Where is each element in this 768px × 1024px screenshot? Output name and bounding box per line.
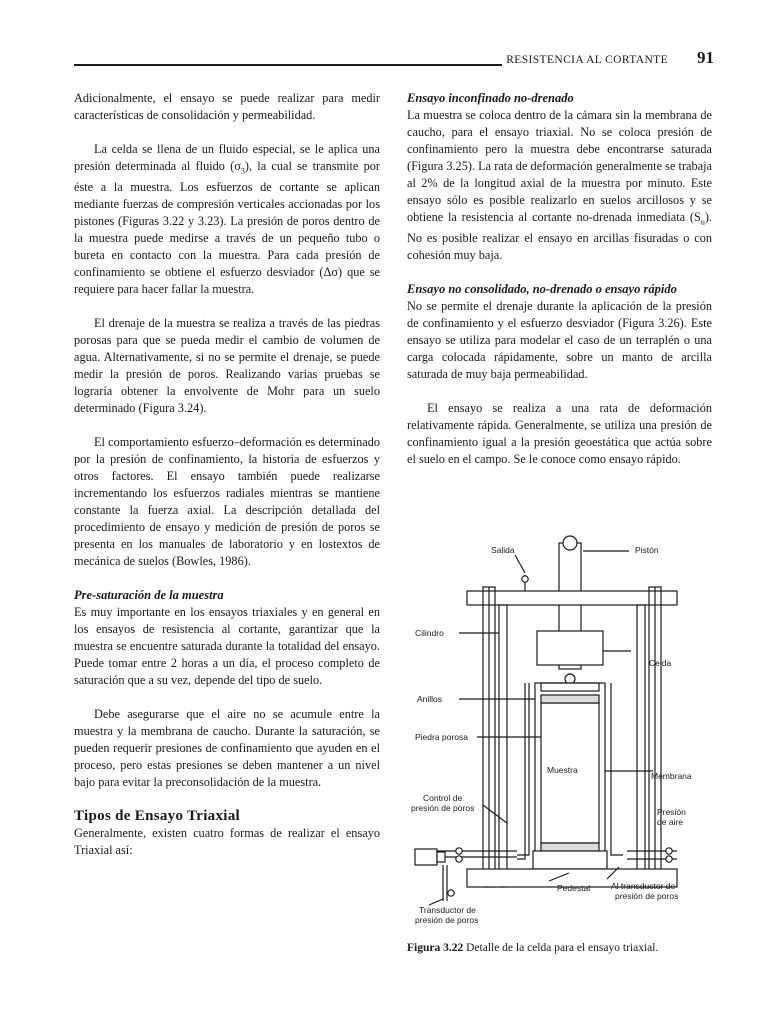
label-muestra: Muestra	[547, 765, 578, 775]
subheading: Ensayo no consolidado, no-drenado o ensayo rápido	[407, 282, 677, 297]
top-cap	[541, 683, 599, 691]
label-transductor-b1: Transductor de	[419, 905, 476, 915]
figure-caption: Figura 3.22 Detalle de la celda para el ensayo triaxial.	[407, 942, 659, 954]
load-cell-block	[537, 631, 603, 665]
top-plate	[467, 591, 677, 605]
label-piston: Pistón	[635, 545, 659, 555]
label-piedra-porosa: Piedra porosa	[415, 732, 468, 742]
label-celda: Celda	[649, 658, 672, 668]
section-heading: Tipos de Ensayo Triaxial	[74, 808, 240, 825]
header-rule	[74, 64, 502, 66]
paragraph: El ensayo se realiza a una rata de deformación relativamente rápida. Generalmente, se utiliza una presión de confinamiento igual a la presión geoestática que actúa sobre el suelo en el campo. Se le conoce como ensayo rápido.	[407, 401, 712, 467]
label-pedestal: Pedestal	[557, 883, 591, 893]
running-header	[74, 48, 714, 72]
triaxial-cell-diagram	[407, 533, 717, 933]
left-column	[74, 90, 380, 859]
paragraph: Adicionalmente, el ensayo se puede realizar para medir características de consolidación y permeabilidad.	[74, 91, 380, 122]
label-control-1: Control de	[423, 793, 463, 803]
cylinder-wall-left	[499, 605, 507, 887]
paragraph: Es muy importante en los ensayos triaxiales y en general en los ensayos de resistencia al cortante, garantizar que la muestra se encuentre saturada durante la totalidad del ensayo. Puede tomar entre 2 horas a un día, el proceso completo de saturación que a su vez, depende del tipo de suelo.	[74, 605, 380, 688]
page-number: 91	[697, 48, 714, 67]
label-control-2: presión de poros	[411, 803, 475, 813]
label-presion-aire-1: Presión	[657, 807, 686, 817]
porous-stone-bottom	[541, 843, 599, 851]
label-transductor-r2: presión de poros	[615, 891, 679, 901]
paragraph: Generalmente, existen cuatro formas de realizar el ensayo Triaxial así:	[74, 826, 380, 858]
porous-stone-top	[541, 695, 599, 703]
label-transductor-b2: presión de poros	[415, 915, 479, 925]
triaxial-cell-figure	[407, 533, 717, 938]
label-transductor-r1: Al transductor de	[611, 881, 676, 891]
subheading: Ensayo inconfinado no-drenado	[407, 91, 574, 105]
paragraph: No se permite el drenaje durante la aplicación de la presión de confinamiento y el esfuerzo desviador (Figura 3.26). Este ensayo se utiliza para modelar el caso de un terraplén o una carga colocada rápidamente, sobre un manto de arcilla saturada de muy baja permeabilidad.	[407, 299, 712, 382]
subheading: Pre-saturación de la muestra	[74, 588, 224, 603]
paragraph: La muestra se coloca dentro de la cámara sin la membrana de caucho, para el ensayo triaxial. No se coloca presión de confinamiento pero la muestra debe encontrarse saturada (Figura 3.25). La rata de deformación generalmente se trabaja al 2% de la longitud axial de la muestra por minuto. Este ensayo sólo es posible realizarlo en suelos arcillosos y se obtiene la resistencia al cortante no-drenada inmediata $(S_u)$. No es posible realizar el ensayo en arcillas fisuradas o con cohesión muy baja.	[407, 108, 712, 263]
right-column	[407, 90, 712, 485]
label-anillos: Anillos	[417, 694, 443, 704]
label-salida: Salida	[491, 545, 515, 555]
paragraph: El comportamiento esfuerzo–deformación es determinado por la presión de confinamiento, la historia de esfuerzos y otros factores. El ensayo también puede realizarse incrementando los esfuerzos radiales mientras se mantiene constante la fuerza axial. La descripción detallada del procedimiento de ensayo y medición de presión de poros se presenta en los manuales de laboratorio y en lostextos de mecánica de suelos (Bowles, 1986).	[74, 435, 380, 569]
paragraph: El drenaje de la muestra se realiza a través de las piedras porosas para que se pueda medir el cambio de volumen de agua. Alternativamente, si no se permite el drenaje, se puede medir la presión de poros. Realizando varias pruebas se lograría obtener la envolvente de Mohr para un suelo determinado (Figura 3.24).	[74, 316, 380, 416]
pressure-transducer	[415, 849, 437, 865]
paragraph: La celda se llena de un fluido especial, se le aplica una presión determinada al fluido $(\sigma_3)$, la cual se transmite por éste a la muestra. Los esfuerzos de cortante se aplican mediante fuerzas de compresión verticales accionadas por los pistones (Figuras 3.22 y 3.23). La presión de poros dentro de la muestra puede medirse a través de un pequeño tubo o bureta en contacto con la muestra. Para cada presión de confinamiento se obtiene el esfuerzo desviador (Δσ) que se requiere para hacer fallar la muestra.	[74, 142, 380, 297]
paragraph: Debe asegurarse que el aire no se acumule entre la muestra y la membrana de caucho. Durante la saturación, se pueden requerir presiones de confinamiento que ayuden en el proceso, pero estas presiones se deben mantener a un nivel bajo para evitar la preconsolidación de la muestra.	[74, 707, 380, 790]
label-membrana: Membrana	[651, 771, 692, 781]
label-cilindro: Cilindro	[415, 628, 444, 638]
piston-cap	[563, 536, 577, 550]
pedestal	[533, 851, 607, 869]
cylinder-wall-right	[637, 605, 645, 887]
label-presion-aire-2: de aire	[657, 817, 683, 827]
running-title: RESISTENCIA AL CORTANTE	[506, 54, 668, 66]
